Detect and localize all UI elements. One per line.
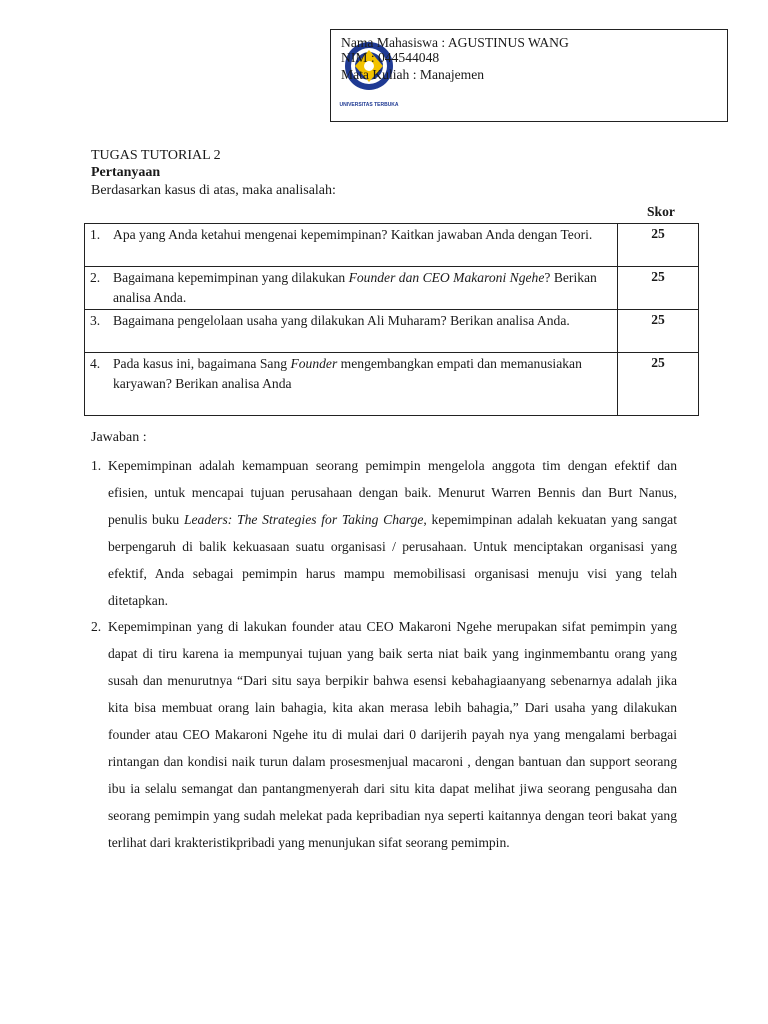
answers-label: Jawaban : <box>91 430 147 445</box>
score-cell: 25 <box>618 310 699 353</box>
question-text-pre: Pada kasus ini, bagaimana Sang <box>113 356 291 371</box>
answer-number: 2. <box>91 619 102 635</box>
score-cell: 25 <box>618 353 699 416</box>
answer-text-pre: Kepemimpinan adalah kemampuan seorang pemimpin mengelola anggota tim dengan efektif dan efisien, untuk mencapai tujuan perusahaan dengan baik. Menurut Warren Bennis dan Burt Nanus, penulis buku <box>108 458 677 527</box>
question-cell <box>85 224 618 267</box>
answer-item <box>91 453 677 614</box>
table-row <box>85 267 699 310</box>
question-text-italic: Founder dan CEO Makaroni Ngehe <box>348 270 545 285</box>
question-cell <box>85 353 618 416</box>
questions-heading: Pertanyaan <box>91 165 161 180</box>
question-number: 4. <box>90 356 101 371</box>
document-title: TUGAS TUTORIAL 2 <box>91 148 221 163</box>
answer-item <box>91 614 677 856</box>
logo-text: UNIVERSITAS TERBUKA <box>339 102 399 108</box>
answer-text: Kepemimpinan yang di lakukan founder atau CEO Makaroni Ngehe merupakan sifat pemimpin yang dapat di tiru karena ia mempunyai tujuan yang baik serta niat baik yang inginmembantu orang yang susah dan menurutnya “Dari situ saya berpikir bahwa esensi kebahagiaanyang sebenarnya adalah jika kita bisa membuat orang lain bahagia, kita akan merasa lebih bahagia,” Dari usaha yang dilakukan founder atau CEO Makaroni Ngehe itu di mulai dari 0 darijerih payah nya yang mengalami berbagai rintangan dan kondisi naik turun dalam prosesmenjual macaroni , dengan bantuan dan support seorang ibu ia selalu semangat dan pantangmenyerah dari situ kita dapat melihat jiwa seorang pengusaha dan seorang pemimpin yang sudah melekat pada kepribadian nya seperti kaitannya dengan teori bakat yang terlihat dari krakteristikpribadi yang menunjukan sifat seorang pemimpin. <box>108 619 677 850</box>
answer-text-italic: Leaders: The Strategies for Taking Charge <box>183 511 424 527</box>
table-row <box>85 353 699 416</box>
answers-list <box>91 453 677 857</box>
question-text-post: mengembangkan empati dan memanusiakan karyawan? Berikan analisa Anda <box>113 356 582 391</box>
question-number: 1. <box>90 227 101 242</box>
student-name: Nama Mahasiswa : AGUSTINUS WANG <box>341 35 569 50</box>
table-row <box>85 224 699 267</box>
question-text-pre: Bagaimana kepemimpinan yang dilakukan <box>113 270 349 285</box>
score-cell: 25 <box>618 224 699 267</box>
question-number: 2. <box>90 270 101 285</box>
course-name: Mata Kuliah : Manajemen <box>341 67 485 82</box>
answer-text-post: , kepemimpinan adalah kekuatan yang sangat berpengaruh di balik kekuasaan suatu organisasi / perusahaan. Untuk menciptakan organisasi yang efektif, Anda sebagai pemimpin harus mampu memobilisasi organisasi menuju visi yang telah ditetapkan. <box>108 511 677 608</box>
answer-number: 1. <box>91 458 102 473</box>
question-text: Bagaimana pengelolaan usaha yang dilakukan Ali Muharam? Berikan analisa Anda. <box>113 313 570 328</box>
student-info-box <box>330 29 728 122</box>
question-cell <box>85 267 618 310</box>
questions-intro: Berdasarkan kasus di atas, maka analisalah: <box>91 183 336 198</box>
question-number: 3. <box>90 313 101 328</box>
student-nim: NIM : 044544048 <box>341 50 440 65</box>
question-text-italic: Founder <box>290 356 338 371</box>
questions-table <box>84 223 699 416</box>
score-cell: 25 <box>618 267 699 310</box>
question-text-post: ? Berikan analisa Anda. <box>113 270 597 305</box>
question-text: Apa yang Anda ketahui mengenai kepemimpinan? Kaitkan jawaban Anda dengan Teori. <box>113 227 593 242</box>
table-row <box>85 310 699 353</box>
score-column-header: Skor <box>647 204 675 219</box>
question-cell <box>85 310 618 353</box>
